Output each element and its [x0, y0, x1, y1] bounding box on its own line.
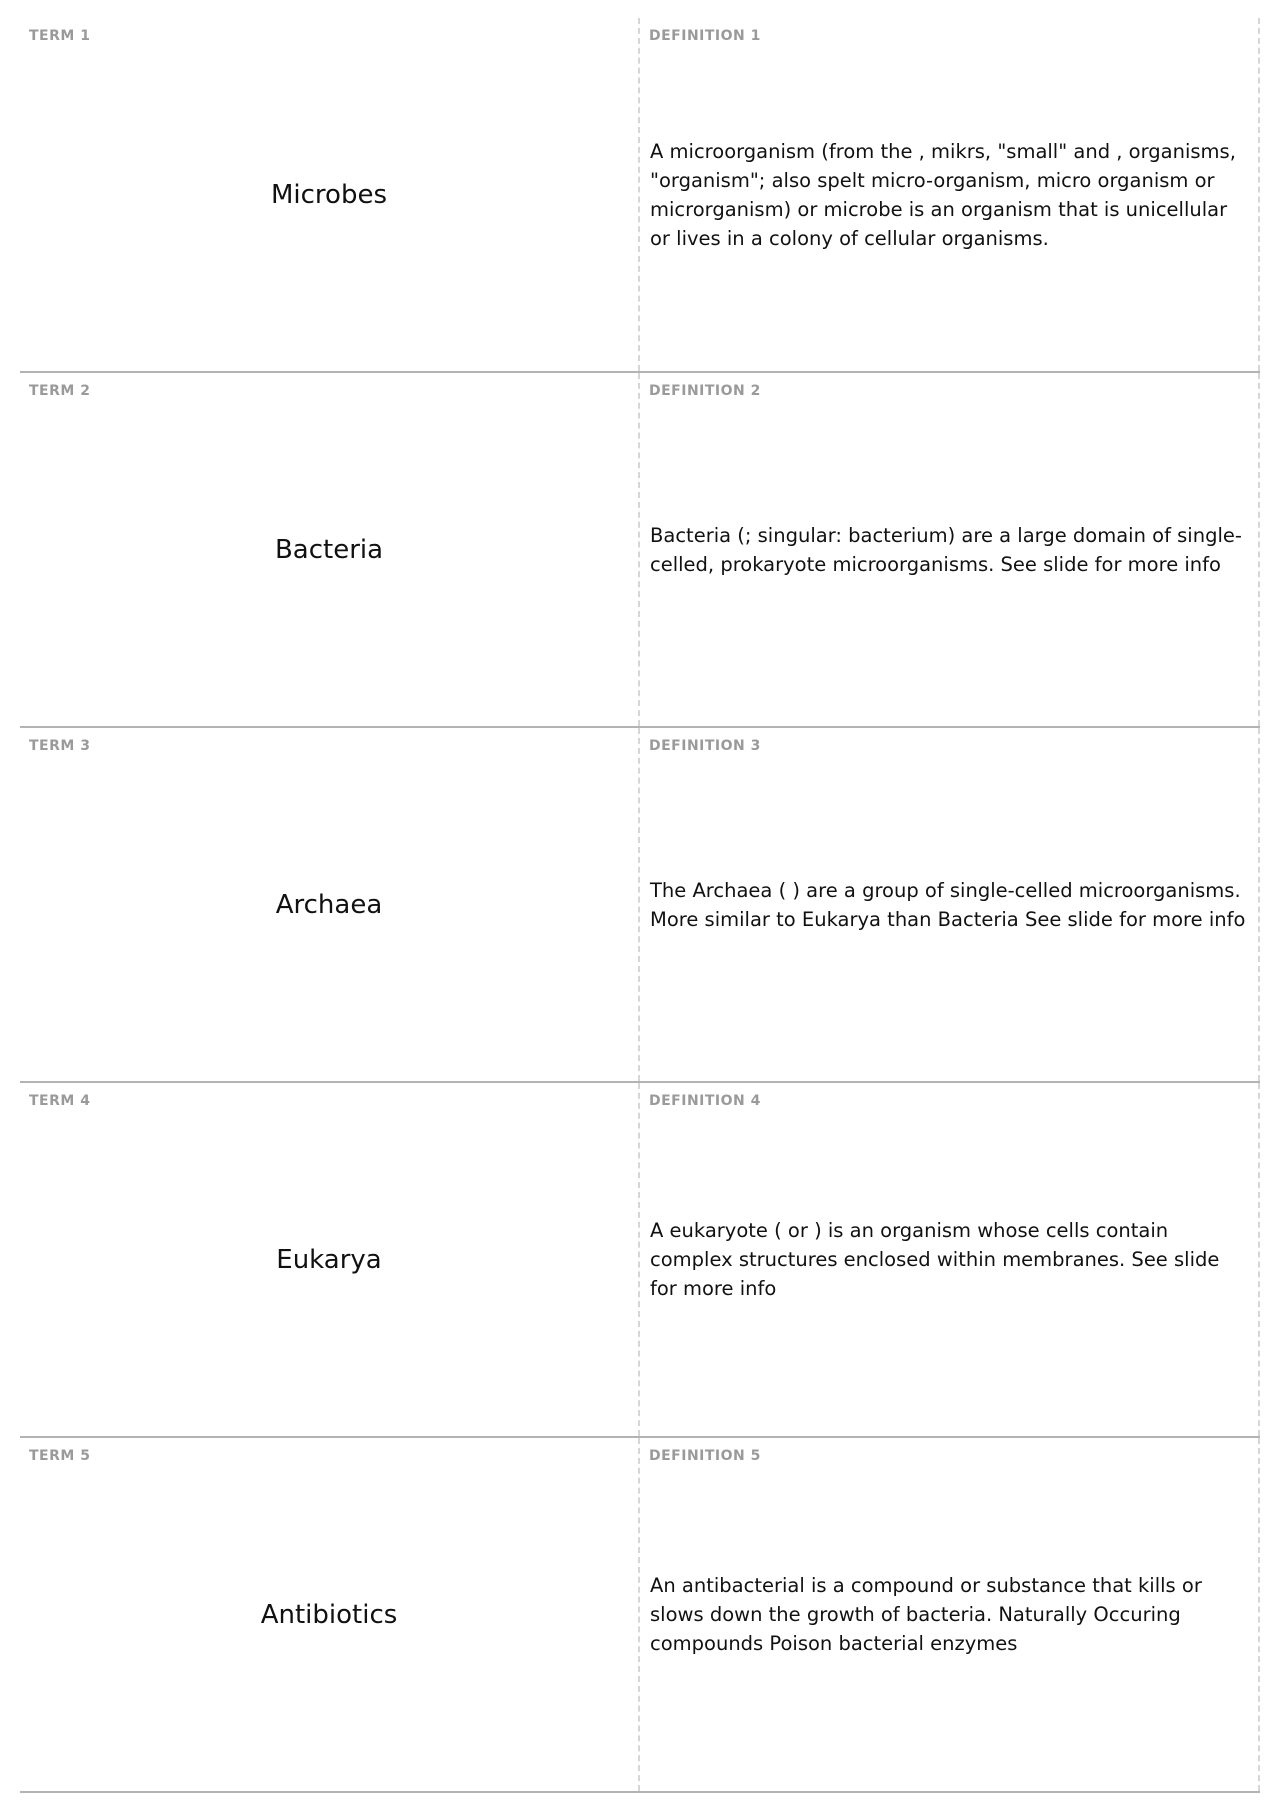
term-text: Archaea [275, 889, 383, 920]
term-text: Bacteria [274, 534, 384, 565]
flashcard-row [20, 18, 1260, 373]
definition-cell [640, 18, 1260, 371]
flashcard-row [20, 1438, 1260, 1793]
flashcard-sheet [20, 18, 1260, 1793]
term-text: Microbes [270, 179, 388, 210]
definition-text: A eukaryote ( or ) is an organism whose cells contain complex structures enclosed within membranes. See slide for more info [650, 1219, 1220, 1300]
term-cell [20, 373, 640, 726]
definition-cell [640, 1438, 1260, 1791]
definition-text: A microorganism (from the , mikrs, "small" and , organisms, "organism"; also spelt micro-organism, micro organism or microrganism) or microbe is an organism that is unicellular or lives in a colony of cellular organisms. [650, 139, 1236, 250]
term-cell [20, 1083, 640, 1436]
definition-text: An antibacterial is a compound or substance that kills or slows down the growth of bacteria. Naturally Occuring compounds Poison bacterial enzymes [650, 1574, 1202, 1655]
definition-label: DEFINITION 3 [649, 738, 761, 754]
term-label: TERM 1 [29, 28, 91, 44]
definition-label: DEFINITION 4 [649, 1093, 761, 1109]
definition-text: Bacteria (; singular: bacterium) are a large domain of single-celled, prokaryote microorganisms. See slide for more info [650, 523, 1242, 576]
flashcard-row [20, 728, 1260, 1083]
definition-text-wrap [650, 1438, 1250, 1791]
definition-label: DEFINITION 2 [649, 383, 761, 399]
definition-text-wrap [650, 1083, 1250, 1436]
definition-cell [640, 373, 1260, 726]
term-label: TERM 3 [29, 738, 91, 754]
term-cell [20, 728, 640, 1081]
term-cell [20, 1438, 640, 1791]
term-text: Antibiotics [260, 1599, 398, 1630]
definition-text: The Archaea ( ) are a group of single-celled microorganisms. More similar to Eukarya than Bacteria See slide for more info [650, 878, 1246, 931]
term-label: TERM 4 [29, 1093, 91, 1109]
definition-text-wrap [650, 18, 1250, 371]
term-cell [20, 18, 640, 371]
definition-cell [640, 1083, 1260, 1436]
term-label: TERM 2 [29, 383, 91, 399]
term-text: Eukarya [276, 1244, 382, 1275]
flashcard-row [20, 373, 1260, 728]
definition-cell [640, 728, 1260, 1081]
definition-label: DEFINITION 5 [649, 1448, 761, 1464]
term-label: TERM 5 [29, 1448, 91, 1464]
flashcard-row [20, 1083, 1260, 1438]
definition-label: DEFINITION 1 [649, 28, 761, 44]
definition-text-wrap [650, 728, 1250, 1081]
definition-text-wrap [650, 373, 1250, 726]
